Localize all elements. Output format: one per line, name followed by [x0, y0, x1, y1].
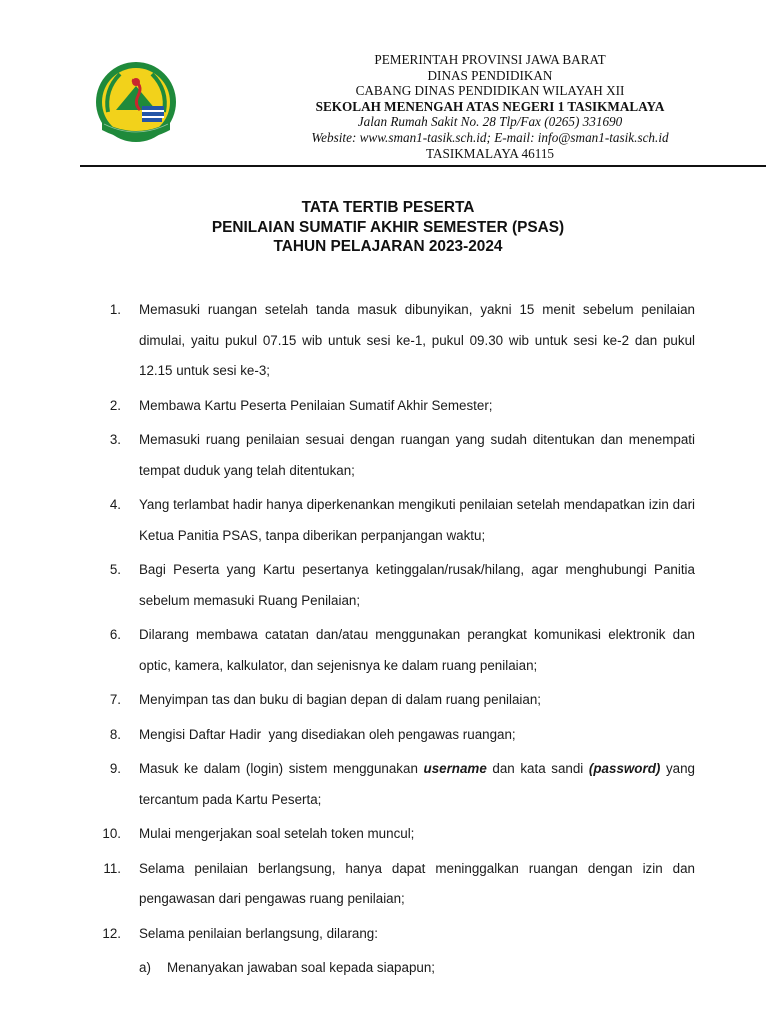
- title-line: PENILAIAN SUMATIF AKHIR SEMESTER (PSAS): [211, 218, 565, 236]
- rule-number: 11.: [103, 860, 121, 876]
- rule-text-part: Masuk ke dalam (login) sistem menggunakan: [139, 761, 424, 776]
- rule-item: [0, 425, 768, 486]
- rule-number: 2.: [109, 397, 121, 413]
- document-title: [0, 198, 768, 257]
- rule-number: 4.: [109, 497, 121, 512]
- rule-text: Membawa Kartu Peserta Penilaian Sumatif Akhir Semester;: [139, 397, 493, 413]
- letterhead-divider: [80, 165, 766, 167]
- rule-number: 9.: [109, 761, 121, 776]
- rule-item: [0, 819, 768, 850]
- rule-item: [0, 720, 768, 751]
- rule-text: Menyimpan tas dan buku di bagian depan di dalam ruang penilaian;: [139, 692, 542, 707]
- rule-item: [0, 919, 768, 950]
- school-city: TASIKMALAYA 46115: [425, 145, 555, 161]
- letterhead: [190, 52, 768, 161]
- rule-number: 10.: [102, 826, 121, 841]
- rule-item: [0, 555, 768, 616]
- title-line: TATA TERTIB PESERTA: [301, 199, 475, 216]
- rule-number: 6.: [109, 627, 121, 642]
- rule-item: [0, 391, 768, 422]
- letterhead-line: PEMERINTAH PROVINSI JAWA BARAT: [374, 52, 606, 67]
- rule-text: Dilarang membawa catatan dan/atau menggunakan perangkat komunikasi elektronik dan optic, kamera, kalkulator, dan sejenisnya ke dalam ruang penilaian;: [139, 627, 695, 673]
- subrule-item: [0, 953, 768, 984]
- subrule-letter: a): [139, 960, 151, 975]
- rule-number: 3.: [109, 432, 121, 447]
- rule-number: 1.: [109, 302, 121, 317]
- rule-text: Memasuki ruangan setelah tanda masuk dibunyikan, yakni 15 menit sebelum penilaian dimulai, yaitu pukul 07.15 wib untuk sesi ke-1, pukul 09.30 wib untuk sesi ke-2 dan pukul 12.15 untuk sesi ke-3;: [139, 302, 695, 378]
- rule-item: [0, 490, 768, 551]
- school-name: SEKOLAH MENENGAH ATAS NEGERI 1 TASIKMALAYA: [315, 98, 665, 114]
- title-line: TAHUN PELAJARAN 2023-2024: [273, 238, 503, 255]
- rule-text: Mulai mengerjakan soal setelah token muncul;: [139, 826, 415, 841]
- rule-text-part: dan kata sandi: [486, 761, 589, 776]
- letterhead-line: CABANG DINAS PENDIDIKAN WILAYAH XII: [355, 83, 625, 99]
- rule-item: [0, 620, 768, 681]
- rule-item: [0, 854, 768, 915]
- rules-list: [0, 295, 768, 984]
- rule-item: [0, 754, 768, 815]
- province-logo: [94, 60, 178, 144]
- school-website: Website: www.sman1-tasik.sch.id; E-mail: info@sman1-tasik.sch.id: [311, 129, 669, 145]
- rule-number: 12.: [102, 925, 121, 941]
- rule-text-part: yang tercantum pada Kartu Peserta;: [139, 761, 695, 807]
- school-address: Jalan Rumah Sakit No. 28 Tlp/Fax (0265) 331690: [357, 114, 623, 130]
- rule-text: Yang terlambat hadir hanya diperkenankan mengikuti penilaian setelah mendapatkan izin dari Ketua Panitia PSAS, tanpa diberikan perpanjangan waktu;: [139, 497, 695, 543]
- letterhead-line: DINAS PENDIDIKAN: [427, 67, 553, 83]
- subrule-text: Menanyakan jawaban soal kepada siapapun;: [167, 960, 436, 975]
- rule-text: Selama penilaian berlangsung, dilarang:: [139, 925, 378, 941]
- password-term: (password): [588, 761, 661, 776]
- rule-number: 7.: [109, 692, 121, 707]
- rule-item: [0, 295, 768, 387]
- username-term: username: [423, 761, 487, 776]
- rule-number: 8.: [109, 726, 121, 742]
- rule-text: [139, 754, 695, 815]
- rule-text: Bagi Peserta yang Kartu pesertanya ketinggalan/rusak/hilang, agar menghubungi Panitia sebelum memasuki Ruang Penilaian;: [139, 562, 695, 608]
- rule-item: [0, 685, 768, 716]
- rule-number: 5.: [109, 562, 121, 577]
- rule-text: Mengisi Daftar Hadir yang disediakan oleh pengawas ruangan;: [139, 726, 516, 742]
- rule-text: Memasuki ruang penilaian sesuai dengan ruangan yang sudah ditentukan dan menempati tempat duduk yang telah ditentukan;: [139, 432, 695, 478]
- rule-text: Selama penilaian berlangsung, hanya dapat meninggalkan ruangan dengan izin dan pengawasan dari pengawas ruang penilaian;: [139, 860, 695, 906]
